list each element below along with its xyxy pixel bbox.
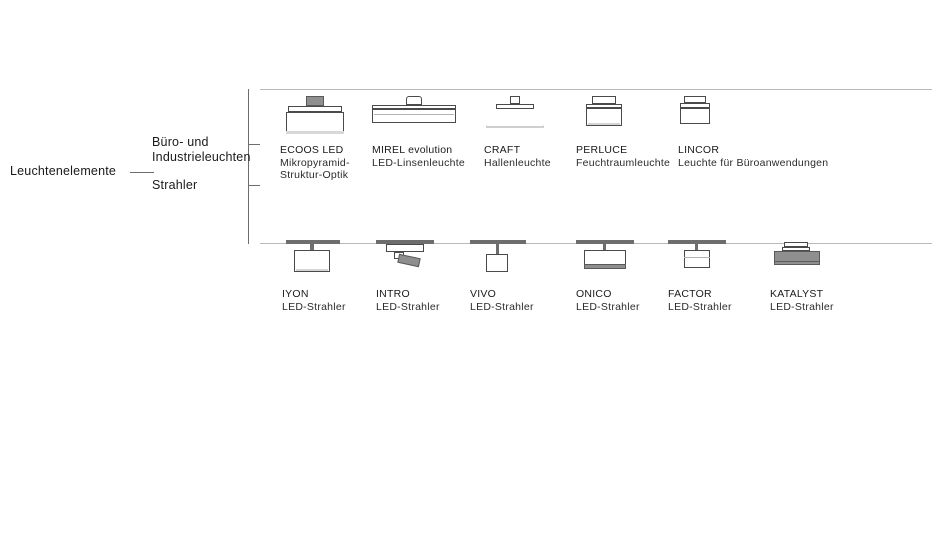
branch-label-office-industrial [152,135,251,165]
product-label [470,288,590,313]
product-name: IYON [282,288,309,300]
product-name: PERLUCE [576,144,628,156]
product-name: KATALYST [770,288,824,300]
top-divider-rule [260,89,932,90]
branch-label-spotlights [152,178,197,193]
product-name: LINCOR [678,144,720,156]
product-desc-line2: Struktur-Optik [280,169,349,181]
product-name: INTRO [376,288,410,300]
product-desc-line1: LED-Strahler [376,300,440,313]
product-lincor[interactable] [678,96,858,169]
product-name: ECOOS LED [280,144,344,156]
product-desc-line1: LED-Strahler [576,300,640,313]
product-desc-line1: Feuchtraumleuchte [576,156,671,169]
product-desc-line1: LED-Strahler [668,300,732,313]
linear-luminaire-icon [372,96,492,144]
office-pendant-luminaire-icon [678,96,798,144]
root-label: Leuchtenelemente [10,164,117,178]
track-spotlight-small-icon [470,240,590,288]
branch-label-line2: Industrieleuchten [152,150,251,164]
product-desc-line1: LED-Strahler [282,300,346,313]
product-name: VIVO [470,288,497,300]
branch-label-line1: Strahler [152,178,198,192]
product-label [770,288,890,313]
branch-label-line1: Büro- und [152,135,209,149]
root-connector-line [130,172,154,173]
product-label [372,144,492,169]
product-mirel-evolution[interactable] [372,96,492,169]
product-label [678,144,858,169]
product-desc-line1: LED-Linsenleuchte [372,156,465,169]
product-desc-line1: Hallenleuchte [484,156,551,169]
product-desc-line1: LED-Strahler [770,300,834,313]
product-name: ONICO [576,288,612,300]
product-katalyst[interactable] [770,240,890,313]
product-desc-line1: LED-Strahler [470,300,534,313]
highbay-reflector [486,109,544,127]
product-desc-line1: Leuchte für Büroanwendungen [678,156,829,169]
track-floodlight-icon [770,240,890,288]
product-name: FACTOR [668,288,712,300]
product-vivo[interactable] [470,240,590,313]
product-name: MIREL evolution [372,144,453,156]
branch-connector-line-bottom [248,185,260,186]
product-desc-line1: Mikropyramid- [280,156,350,169]
product-name: CRAFT [484,144,521,156]
